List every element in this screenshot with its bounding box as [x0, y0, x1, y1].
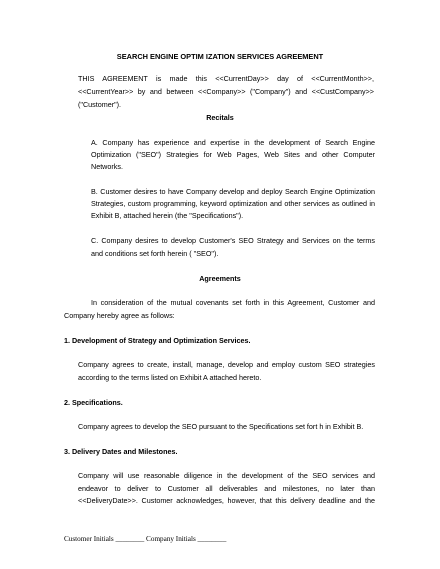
agreements-heading: Agreements: [199, 274, 241, 283]
recitals-heading: Recitals: [206, 113, 234, 122]
recital-b-line-1: B. Customer desires to have Company develop and deploy Search Engine Optimization: [91, 187, 375, 196]
recital-b-line-2: Strategies, custom programming, keyword optimization and other services as outlined in: [91, 199, 375, 208]
section-1-line-1: Company agrees to create, install, manage, develop and employ custom SEO strategies: [78, 360, 375, 369]
recital-a-line-1: A. Company has experience and expertise in the development of Search Engine: [91, 138, 375, 147]
section-1-line-2: according to the terms listed on Exhibit A attached hereto.: [78, 373, 262, 382]
consideration-line-1: In consideration of the mutual covenants set forth in this Agreement, Customer and: [91, 298, 375, 307]
section-3-line-1: Company will use reasonable diligence in the development of the SEO services and: [78, 471, 375, 480]
initials-footer: Customer Initials ________ Company Initials ________: [64, 535, 227, 543]
section-1-heading: 1. Development of Strategy and Optimization Services.: [64, 336, 251, 345]
section-2-heading: 2. Specifications.: [64, 398, 123, 407]
section-3-line-2: endeavor to deliver to Customer all deliverables and milestones, no later than: [78, 484, 375, 493]
intro-line-3: ("Customer").: [78, 100, 122, 109]
recital-b-line-3: Exhibit B, attached herein (the "Specifications").: [91, 211, 244, 220]
consideration-line-2: Company hereby agree as follows:: [64, 311, 175, 320]
recital-c-line-1: C. Company desires to develop Customer's SEO Strategy and Services on the terms: [91, 236, 375, 245]
recital-c-line-2: and conditions set forth herein ( "SEO").: [91, 249, 219, 258]
document-title: SEARCH ENGINE OPTIM IZATION SERVICES AGREEMENT: [116, 52, 324, 61]
section-3-line-3: <<DeliveryDate>>. Customer acknowledges, however, that this delivery deadline and the: [78, 496, 375, 505]
intro-line-2: <<CurrentYear>> by and between <<Company>> ("Company") and <<CustCompany>>: [78, 87, 374, 96]
section-2-line-1: Company agrees to develop the SEO pursuant to the Specifications set fort h in Exhibit B.: [78, 422, 364, 431]
section-3-heading: 3. Delivery Dates and Milestones.: [64, 447, 178, 456]
recital-a-line-3: Networks.: [91, 162, 123, 171]
recital-a-line-2: Optimization ("SEO") Strategies for Web Pages, Web Sites and other Computer: [91, 150, 375, 159]
intro-line-1: THIS AGREEMENT is made this <<CurrentDay>> day of <<CurrentMonth>>,: [78, 74, 374, 83]
